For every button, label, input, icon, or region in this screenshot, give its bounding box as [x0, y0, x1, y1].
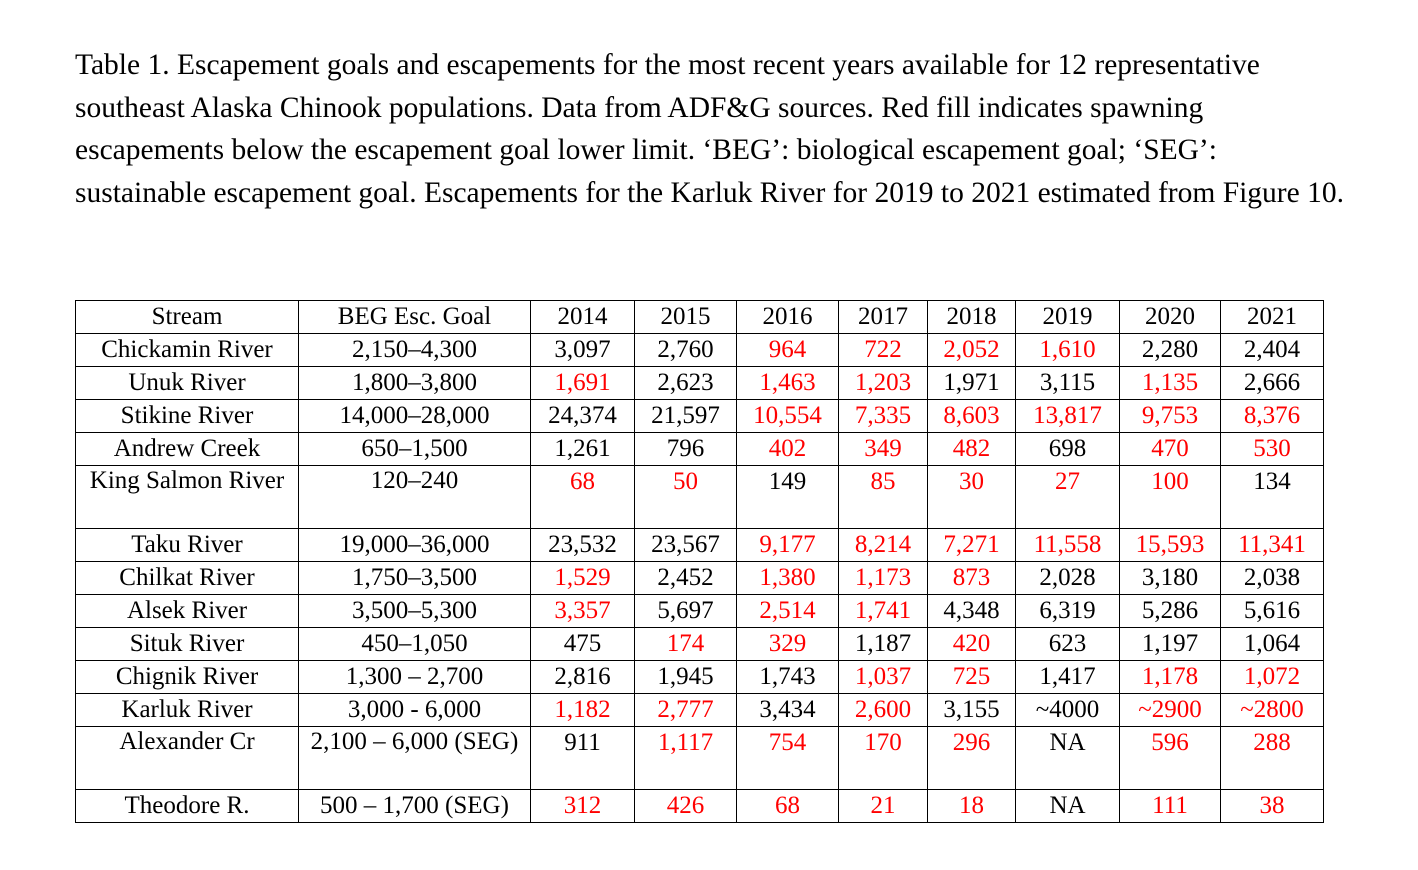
escapement-goal-cell: 2,150–4,300: [299, 334, 531, 367]
escapement-cell-below-goal: 21: [839, 790, 928, 823]
stream-name-cell: Alsek River: [76, 595, 299, 628]
stream-name-cell: Unuk River: [76, 367, 299, 400]
escapement-cell-below-goal: 1,182: [531, 694, 635, 727]
escapement-cell-below-goal: 38: [1221, 790, 1324, 823]
header-year: 2016: [737, 301, 839, 334]
escapement-cell: 623: [1016, 628, 1120, 661]
escapement-cell-below-goal: 15,593: [1120, 529, 1221, 562]
escapement-cell-below-goal: 312: [531, 790, 635, 823]
header-goal: BEG Esc. Goal: [299, 301, 531, 334]
header-row: [76, 301, 1324, 334]
escapement-cell-below-goal: 964: [737, 334, 839, 367]
escapement-cell: 911: [531, 727, 635, 790]
escapement-cell-below-goal: 3,357: [531, 595, 635, 628]
escapement-cell: 21,597: [635, 400, 737, 433]
escapement-goal-cell: 1,750–3,500: [299, 562, 531, 595]
table-row: [76, 433, 1324, 466]
escapement-cell-below-goal: 596: [1120, 727, 1221, 790]
escapement-cell: 1,945: [635, 661, 737, 694]
escapement-cell-below-goal: 2,514: [737, 595, 839, 628]
escapement-cell-below-goal: 1,380: [737, 562, 839, 595]
escapement-cell-below-goal: 1,529: [531, 562, 635, 595]
escapement-cell-below-goal: 426: [635, 790, 737, 823]
escapement-cell-below-goal: 725: [928, 661, 1016, 694]
escapement-cell: 2,280: [1120, 334, 1221, 367]
escapement-cell: 2,816: [531, 661, 635, 694]
escapement-table: [75, 300, 1324, 823]
stream-name-cell: King Salmon River: [76, 466, 299, 529]
escapement-cell-below-goal: 27: [1016, 466, 1120, 529]
header-year: 2020: [1120, 301, 1221, 334]
escapement-goal-cell: 1,800–3,800: [299, 367, 531, 400]
escapement-cell: 4,348: [928, 595, 1016, 628]
escapement-cell: 1,971: [928, 367, 1016, 400]
escapement-cell-below-goal: 111: [1120, 790, 1221, 823]
stream-name-cell: Chickamin River: [76, 334, 299, 367]
stream-name-cell: Situk River: [76, 628, 299, 661]
header-year: 2014: [531, 301, 635, 334]
escapement-cell: 1,417: [1016, 661, 1120, 694]
header-year: 2021: [1221, 301, 1324, 334]
table-row: [76, 595, 1324, 628]
escapement-cell: 3,097: [531, 334, 635, 367]
escapement-goal-cell: 3,000 - 6,000: [299, 694, 531, 727]
table-row: [76, 727, 1324, 790]
stream-name-cell: Taku River: [76, 529, 299, 562]
escapement-cell-below-goal: 1,463: [737, 367, 839, 400]
stream-name-cell: Theodore R.: [76, 790, 299, 823]
escapement-cell: NA: [1016, 790, 1120, 823]
escapement-cell: 149: [737, 466, 839, 529]
table-caption: Table 1. Escapement goals and escapements for the most recent years available for 12 representative southeast Alaska Chinook populations. Data from ADF&G sources. Red fill indicates spawning escapements below the escapement goal lower limit. ‘BEG’: biological escapement goal; ‘SEG’: sustainable escapement goal. Escapements for the Karluk River for 2019 to 2021 estimated from Figure 10.: [75, 49, 1344, 209]
escapement-goal-cell: 650–1,500: [299, 433, 531, 466]
escapement-cell-below-goal: 170: [839, 727, 928, 790]
escapement-cell: 796: [635, 433, 737, 466]
escapement-cell: 5,286: [1120, 595, 1221, 628]
escapement-cell-below-goal: 2,052: [928, 334, 1016, 367]
escapement-cell-below-goal: 1,072: [1221, 661, 1324, 694]
escapement-cell: 6,319: [1016, 595, 1120, 628]
escapement-goal-cell: 120–240: [299, 466, 531, 529]
escapement-cell: 1,261: [531, 433, 635, 466]
escapement-cell-below-goal: 1,741: [839, 595, 928, 628]
escapement-cell-below-goal: 1,117: [635, 727, 737, 790]
escapement-cell: 134: [1221, 466, 1324, 529]
escapement-cell-below-goal: 18: [928, 790, 1016, 823]
escapement-cell-below-goal: 1,691: [531, 367, 635, 400]
escapement-cell-below-goal: ~2900: [1120, 694, 1221, 727]
escapement-cell-below-goal: 329: [737, 628, 839, 661]
table-row: [76, 466, 1324, 529]
escapement-cell-below-goal: 1,173: [839, 562, 928, 595]
escapement-cell: 3,115: [1016, 367, 1120, 400]
escapement-cell: 1,187: [839, 628, 928, 661]
table-body: [76, 334, 1324, 823]
escapement-goal-cell: 2,100 – 6,000 (SEG): [299, 727, 531, 790]
escapement-cell-below-goal: 50: [635, 466, 737, 529]
stream-name-cell: Chilkat River: [76, 562, 299, 595]
escapement-cell-below-goal: 9,753: [1120, 400, 1221, 433]
escapement-cell: 5,616: [1221, 595, 1324, 628]
escapement-cell: 698: [1016, 433, 1120, 466]
escapement-cell: 5,697: [635, 595, 737, 628]
escapement-cell-below-goal: 1,135: [1120, 367, 1221, 400]
escapement-goal-cell: 450–1,050: [299, 628, 531, 661]
escapement-cell-below-goal: 68: [737, 790, 839, 823]
escapement-cell-below-goal: 10,554: [737, 400, 839, 433]
escapement-goal-cell: 1,300 – 2,700: [299, 661, 531, 694]
stream-name-cell: Alexander Cr: [76, 727, 299, 790]
escapement-cell-below-goal: 722: [839, 334, 928, 367]
escapement-cell-below-goal: 11,558: [1016, 529, 1120, 562]
escapement-cell-below-goal: 8,376: [1221, 400, 1324, 433]
escapement-goal-cell: 500 – 1,700 (SEG): [299, 790, 531, 823]
escapement-cell-below-goal: 349: [839, 433, 928, 466]
escapement-cell-below-goal: 754: [737, 727, 839, 790]
escapement-cell-below-goal: 68: [531, 466, 635, 529]
table-row: [76, 400, 1324, 433]
escapement-cell: 3,434: [737, 694, 839, 727]
escapement-cell-below-goal: 7,335: [839, 400, 928, 433]
escapement-cell-below-goal: 420: [928, 628, 1016, 661]
escapement-cell-below-goal: 11,341: [1221, 529, 1324, 562]
escapement-cell: 3,180: [1120, 562, 1221, 595]
escapement-cell-below-goal: ~2800: [1221, 694, 1324, 727]
table-row: [76, 367, 1324, 400]
table-row: [76, 628, 1324, 661]
escapement-cell-below-goal: 296: [928, 727, 1016, 790]
header-year: 2019: [1016, 301, 1120, 334]
escapement-cell: 2,028: [1016, 562, 1120, 595]
escapement-cell-below-goal: 7,271: [928, 529, 1016, 562]
escapement-goal-cell: 19,000–36,000: [299, 529, 531, 562]
stream-name-cell: Stikine River: [76, 400, 299, 433]
escapement-cell-below-goal: 8,214: [839, 529, 928, 562]
escapement-cell-below-goal: 2,600: [839, 694, 928, 727]
escapement-cell-below-goal: 1,203: [839, 367, 928, 400]
escapement-cell-below-goal: 174: [635, 628, 737, 661]
table-row: [76, 694, 1324, 727]
escapement-cell: 2,038: [1221, 562, 1324, 595]
escapement-cell-below-goal: 2,777: [635, 694, 737, 727]
escapement-cell-below-goal: 30: [928, 466, 1016, 529]
escapement-cell: ~4000: [1016, 694, 1120, 727]
table-row: [76, 790, 1324, 823]
escapement-cell: 2,452: [635, 562, 737, 595]
escapement-cell: 2,666: [1221, 367, 1324, 400]
escapement-goal-cell: 3,500–5,300: [299, 595, 531, 628]
escapement-cell: 23,567: [635, 529, 737, 562]
escapement-cell-below-goal: 470: [1120, 433, 1221, 466]
table-row: [76, 334, 1324, 367]
escapement-cell: 24,374: [531, 400, 635, 433]
escapement-cell: 1,064: [1221, 628, 1324, 661]
escapement-cell: 2,760: [635, 334, 737, 367]
escapement-cell-below-goal: 100: [1120, 466, 1221, 529]
header-year: 2015: [635, 301, 737, 334]
escapement-cell: 2,623: [635, 367, 737, 400]
header-stream: Stream: [76, 301, 299, 334]
escapement-cell: NA: [1016, 727, 1120, 790]
escapement-cell: 3,155: [928, 694, 1016, 727]
escapement-cell: 2,404: [1221, 334, 1324, 367]
escapement-cell-below-goal: 482: [928, 433, 1016, 466]
escapement-cell-below-goal: 85: [839, 466, 928, 529]
escapement-cell: 475: [531, 628, 635, 661]
escapement-cell-below-goal: 1,610: [1016, 334, 1120, 367]
escapement-cell: 1,197: [1120, 628, 1221, 661]
table-row: [76, 562, 1324, 595]
escapement-cell-below-goal: 1,178: [1120, 661, 1221, 694]
escapement-cell-below-goal: 9,177: [737, 529, 839, 562]
escapement-cell-below-goal: 288: [1221, 727, 1324, 790]
escapement-cell-below-goal: 402: [737, 433, 839, 466]
escapement-cell-below-goal: 1,037: [839, 661, 928, 694]
stream-name-cell: Andrew Creek: [76, 433, 299, 466]
escapement-cell-below-goal: 13,817: [1016, 400, 1120, 433]
stream-name-cell: Karluk River: [76, 694, 299, 727]
escapement-goal-cell: 14,000–28,000: [299, 400, 531, 433]
escapement-cell-below-goal: 8,603: [928, 400, 1016, 433]
escapement-cell: 23,532: [531, 529, 635, 562]
header-year: 2018: [928, 301, 1016, 334]
escapement-cell: 1,743: [737, 661, 839, 694]
header-year: 2017: [839, 301, 928, 334]
escapement-cell-below-goal: 530: [1221, 433, 1324, 466]
stream-name-cell: Chignik River: [76, 661, 299, 694]
escapement-cell-below-goal: 873: [928, 562, 1016, 595]
table-row: [76, 661, 1324, 694]
table-row: [76, 529, 1324, 562]
